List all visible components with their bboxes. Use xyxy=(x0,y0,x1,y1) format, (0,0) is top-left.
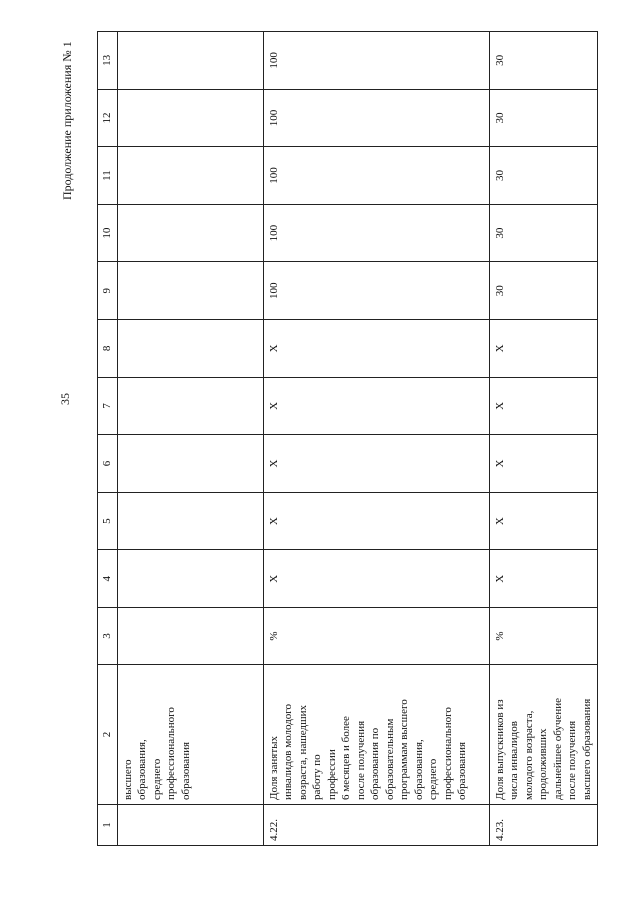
row-cell: X xyxy=(263,377,489,435)
page-number: 35 xyxy=(58,393,72,405)
row-cell: 30 xyxy=(489,32,598,90)
row-cell xyxy=(117,435,263,493)
col-number: 8 xyxy=(98,320,118,378)
col-number: 3 xyxy=(98,608,118,665)
row-cell: X xyxy=(263,435,489,493)
row-cell xyxy=(117,204,263,262)
row-cell: 100 xyxy=(263,147,489,205)
table-row xyxy=(117,32,263,846)
row-cell: X xyxy=(489,320,598,378)
row-cell: 30 xyxy=(489,204,598,262)
table-row xyxy=(489,32,598,846)
row-cell: 100 xyxy=(263,262,489,320)
row-cell: 30 xyxy=(489,262,598,320)
row-cell: X xyxy=(263,320,489,378)
column-number-row xyxy=(98,32,118,846)
indicators-table xyxy=(97,31,598,846)
col-number: 6 xyxy=(98,435,118,493)
row-cell: X xyxy=(489,377,598,435)
row-cell: X xyxy=(489,492,598,550)
col-number: 10 xyxy=(98,204,118,262)
row-cell: 30 xyxy=(489,89,598,147)
row-cell: X xyxy=(263,550,489,608)
row-unit xyxy=(117,608,263,665)
col-number: 2 xyxy=(98,665,118,805)
row-cell xyxy=(117,377,263,435)
table-row xyxy=(263,32,489,846)
row-cell xyxy=(117,320,263,378)
row-cell: 100 xyxy=(263,204,489,262)
row-cell xyxy=(117,492,263,550)
row-id xyxy=(117,805,263,846)
col-number: 9 xyxy=(98,262,118,320)
col-number: 1 xyxy=(98,805,118,846)
row-cell xyxy=(117,147,263,205)
col-number: 12 xyxy=(98,89,118,147)
row-cell xyxy=(117,550,263,608)
row-cell: X xyxy=(489,435,598,493)
col-number: 13 xyxy=(98,32,118,90)
row-cell xyxy=(117,89,263,147)
col-number: 5 xyxy=(98,492,118,550)
row-name: Доля занятых инвалидов молодого возраста, нашедших работу по профессии 6 месяцев и более после получения образования по образовательным программам высшего образования, среднего профессионального образования xyxy=(263,665,489,805)
row-name: высшего образования, среднего профессионального образования xyxy=(117,665,263,805)
row-id: 4.23. xyxy=(489,805,598,846)
col-number: 7 xyxy=(98,377,118,435)
row-cell xyxy=(117,32,263,90)
row-unit: % xyxy=(263,608,489,665)
row-unit: % xyxy=(489,608,598,665)
row-name: Доля выпускников из числа инвалидов молодого возраста, продолживших дальнейшее обучение после получения высшего образования xyxy=(489,665,598,805)
col-number: 4 xyxy=(98,550,118,608)
col-number: 11 xyxy=(98,147,118,205)
row-id: 4.22. xyxy=(263,805,489,846)
continuation-note: Продолжение приложения № 1 xyxy=(60,41,74,200)
row-cell: 30 xyxy=(489,147,598,205)
row-cell: 100 xyxy=(263,89,489,147)
row-cell: X xyxy=(489,550,598,608)
row-cell: 100 xyxy=(263,32,489,90)
row-cell xyxy=(117,262,263,320)
rotated-table-container xyxy=(97,31,593,846)
row-cell: X xyxy=(263,492,489,550)
